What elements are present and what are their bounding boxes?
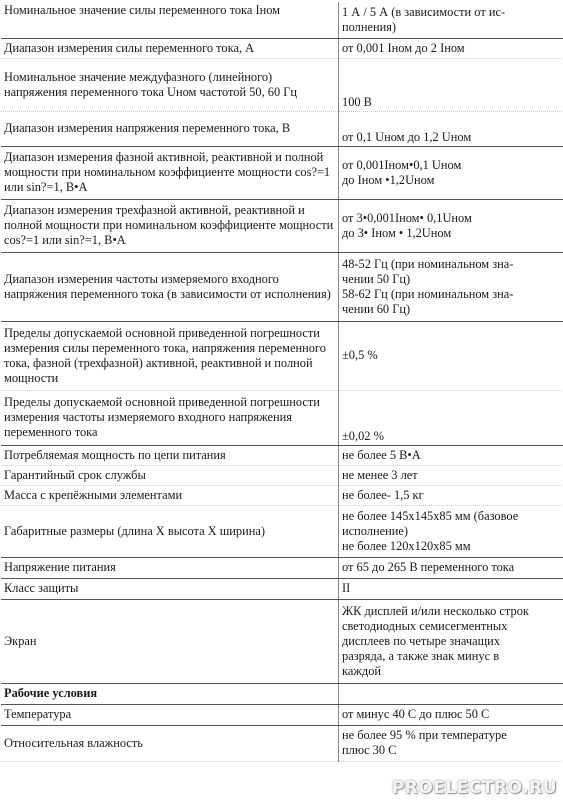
spec-table bbox=[1, 2, 563, 762]
row-label: Гарантийный срок службы bbox=[1, 465, 339, 485]
table-row bbox=[1, 111, 563, 146]
row-value: от 0,001 Iном до 2 Iном bbox=[339, 38, 563, 58]
section-heading: Рабочие условия bbox=[1, 683, 339, 704]
table-row bbox=[1, 390, 563, 445]
table-row bbox=[1, 578, 563, 599]
table-row bbox=[1, 146, 563, 199]
table-row bbox=[1, 485, 563, 505]
table-row bbox=[1, 2, 563, 38]
table-row bbox=[1, 445, 563, 465]
row-value: ЖК дисплей и/или несколько строк светодиодных семисегментных дисплеев по четыре значащих разряда, а также знак минус в каждой bbox=[339, 599, 563, 683]
row-label: Потребляемая мощность по цепи питания bbox=[1, 445, 339, 465]
row-label: Пределы допускаемой основной приведенной погрешности измерения силы переменного тока, напряжения переменного тока, фазной (трехфазной) активной, реактивной и полной мощности bbox=[1, 321, 339, 390]
row-value: 1 А / 5 А (в зависимости от ис- полнения) bbox=[339, 2, 563, 38]
table-row bbox=[1, 683, 563, 704]
row-value: от минус 40 С до плюс 50 С bbox=[339, 704, 563, 725]
table-row bbox=[1, 599, 563, 683]
row-label: Габаритные размеры (длина X высота X ширина) bbox=[1, 505, 339, 557]
row-value: от 0,1 Uном до 1,2 Uном bbox=[339, 111, 563, 146]
row-value: не более- 1,5 кг bbox=[339, 485, 563, 505]
row-value: от 0,001Iном•0,1 Uном до Iном •1,2Uном bbox=[339, 146, 563, 199]
row-value: от 3•0,001Iном• 0,1Uном до 3• Iном • 1,2Uном bbox=[339, 199, 563, 252]
table-row bbox=[1, 465, 563, 485]
table-row bbox=[1, 199, 563, 252]
row-value: не менее 3 лет bbox=[339, 465, 563, 485]
table-row bbox=[1, 252, 563, 321]
row-value bbox=[339, 683, 563, 704]
row-label: Диапазон измерения напряжения переменного тока, В bbox=[1, 111, 339, 146]
row-label: Класс защиты bbox=[1, 578, 339, 599]
row-label: Диапазон измерения фазной активной, реактивной и полной мощности при номинальном коэффициенте мощности cos?=1 или sin?=1, В•А bbox=[1, 146, 339, 199]
row-label: Диапазон измерения силы переменного тока, А bbox=[1, 38, 339, 58]
row-value: от 65 до 265 В переменного тока bbox=[339, 557, 563, 578]
table-row bbox=[1, 321, 563, 390]
row-label: Пределы допускаемой основной приведенной погрешности измерения частоты измеряемого входного напряжения переменного тока bbox=[1, 390, 339, 445]
row-value: не более 5 В•А bbox=[339, 445, 563, 465]
table-row bbox=[1, 58, 563, 111]
row-label: Номинальное значение силы переменного тока Iном bbox=[1, 2, 339, 38]
table-row bbox=[1, 38, 563, 58]
row-value: не более 95 % при температуре плюс 30 С bbox=[339, 725, 563, 761]
row-label: Диапазон измерения частоты измеряемого входного напряжения переменного тока (в зависимости от исполнения) bbox=[1, 252, 339, 321]
row-label: Номинальное значение междуфазного (линейного) напряжения переменного тока Uном частотой 50, 60 Гц bbox=[1, 58, 339, 111]
table-row bbox=[1, 704, 563, 725]
table-row bbox=[1, 557, 563, 578]
row-label: Масса с крепёжными элементами bbox=[1, 485, 339, 505]
row-value: не более 145x145x85 мм (базовое исполнение) не более 120x120x85 мм bbox=[339, 505, 563, 557]
row-label: Напряжение питания bbox=[1, 557, 339, 578]
watermark-logo: PROELECTRO.RU bbox=[391, 778, 557, 798]
row-value: 48-52 Гц (при номинальном зна- чении 50 Гц) 58-62 Гц (при номинальном зна- чении 60 Гц) bbox=[339, 252, 563, 321]
row-label: Относительная влажность bbox=[1, 725, 339, 761]
row-value: ±0,02 % bbox=[339, 390, 563, 445]
row-label: Экран bbox=[1, 599, 339, 683]
table-row bbox=[1, 725, 563, 761]
row-value: 100 В bbox=[339, 58, 563, 111]
row-value: II bbox=[339, 578, 563, 599]
row-value: ±0,5 % bbox=[339, 321, 563, 390]
row-label: Температура bbox=[1, 704, 339, 725]
row-label: Диапазон измерения трехфазной активной, реактивной и полной мощности при номинальном коэффициенте мощности cos?=1 или sin?=1, В•А bbox=[1, 199, 339, 252]
table-row bbox=[1, 505, 563, 557]
